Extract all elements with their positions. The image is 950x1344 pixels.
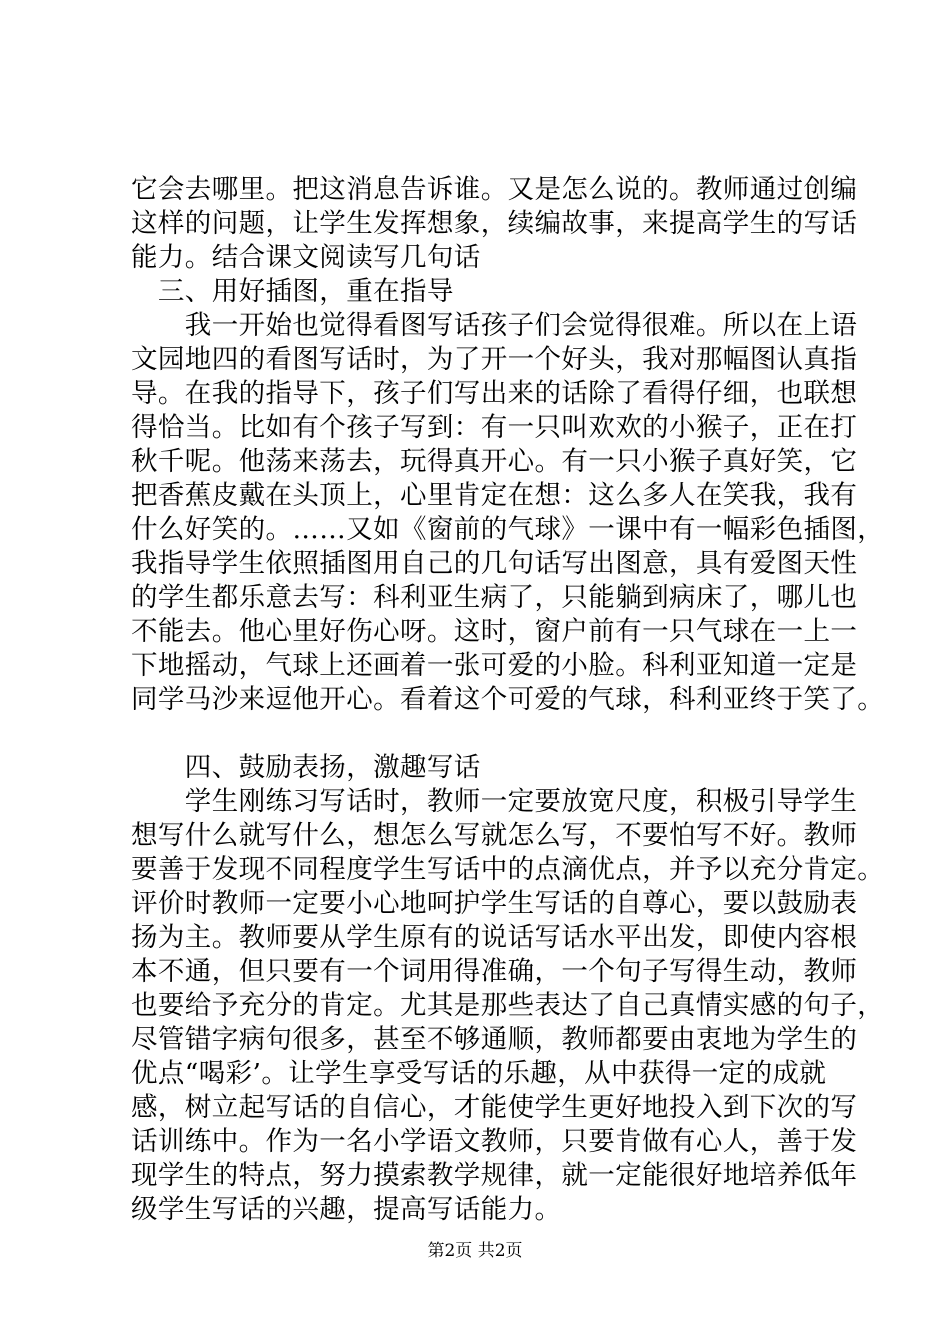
text-line: 想写什么就写什么，想怎么写就怎么写，不要怕写不好。教师 (131, 820, 858, 851)
text-line: 能力。结合课文阅读写几句话 (131, 242, 481, 273)
text-line: 尽管错字病句很多，甚至不够通顺，教师都要由衷地为学生的 (131, 1024, 858, 1055)
text-line: 把香蕉皮戴在头顶上，心里肯定在想：这么多人在笑我，我有 (131, 480, 858, 511)
text-line: 同学马沙来逗他开心。看着这个可爱的气球，科利亚终于笑了。 (131, 684, 885, 715)
text-line: 话训练中。作为一名小学语文教师，只要肯做有心人，善于发 (131, 1126, 858, 1157)
text-line: 我指导学生依照插图用自己的几句话写出图意，具有爱图天性 (131, 548, 858, 579)
text-line: 学生刚练习写话时，教师一定要放宽尺度，积极引导学生 (131, 786, 858, 817)
text-line: 优点“喝彩’。让学生享受写话的乐趣，从中获得一定的成就 (131, 1058, 827, 1089)
text-line: 导。在我的指导下，孩子们写出来的话除了看得仔细，也联想 (131, 378, 858, 409)
text-line: 感，树立起写话的自信心，才能使学生更好地投入到下次的写 (131, 1092, 858, 1123)
text-line: 它会去哪里。把这消息告诉谁。又是怎么说的。教师通过创编 (131, 174, 858, 205)
text-line: 不能去。他心里好伤心呀。这时，窗户前有一只气球在一上一 (131, 616, 858, 647)
text-line: 我一开始也觉得看图写话孩子们会觉得很难。所以在上语 (131, 310, 858, 341)
text-line: 现学生的特点，努力摸索教学规律，就一定能很好地培养低年 (131, 1160, 858, 1191)
text-line: 要善于发现不同程度学生写话中的点滴优点，并予以充分肯定。 (131, 854, 885, 885)
text-line: 这样的问题，让学生发挥想象，续编故事，来提高学生的写话 (131, 208, 858, 239)
text-line: 级学生写话的兴趣，提高写话能力。 (131, 1194, 562, 1225)
text-line: 扬为主。教师要从学生原有的说话写话水平出发，即使内容根 (131, 922, 858, 953)
text-line: 文园地四的看图写话时，为了开一个好头，我对那幅图认真指 (131, 344, 858, 375)
text-line: 什么好笑的。……又如《窗前的气球》一课中有一幅彩色插图， (131, 514, 885, 545)
text-line: 得恰当。比如有个孩子写到：有一只叫欢欢的小猴子，正在打 (131, 412, 858, 443)
section-heading: 三、用好插图，重在指导 (131, 276, 454, 307)
text-line: 下地摇动，气球上还画着一张可爱的小脸。科利亚知道一定是 (131, 650, 858, 681)
text-line: 秋千呢。他荡来荡去，玩得真开心。有一只小猴子真好笑，它 (131, 446, 858, 477)
section-heading: 四、鼓励表扬，激趣写话 (131, 752, 481, 783)
text-line: 评价时教师一定要小心地呵护学生写话的自尊心，要以鼓励表 (131, 888, 858, 919)
text-line: 本不通，但只要有一个词用得准确，一个句子写得生动，教师 (131, 956, 858, 987)
text-line: 的学生都乐意去写：科利亚生病了，只能躺到病床了，哪儿也 (131, 582, 858, 613)
page-number-footer: 第2页 共2页 (427, 1241, 523, 1261)
text-line: 也要给予充分的肯定。尤其是那些表达了自己真情实感的句子， (131, 990, 885, 1021)
